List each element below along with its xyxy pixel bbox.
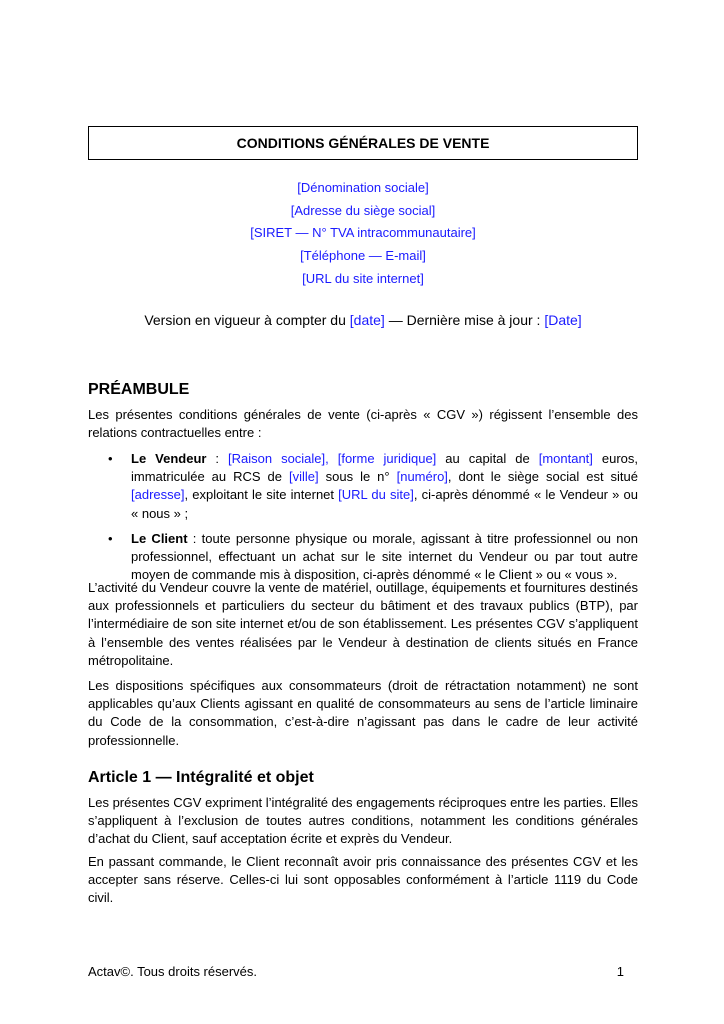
company-siret-placeholder: [SIRET — N° TVA intracommunautaire] [250,225,476,241]
bullet-icon: • [108,530,113,546]
list-item-seller: • Le Vendeur : [Raison sociale], [forme juridique] au capital de [montant] euros, immatriculée au RCS de [ville] sous le n° [numéro], dont le siège social est situé [adresse], exploitant le site internet [URL du site], ci-après dénommé « le Vendeur » ou « nous » ; [108,451,639,521]
document-title: CONDITIONS GÉNÉRALES DE VENTE [88,126,638,160]
company-placeholders [88,177,638,291]
preamble-heading: PRÉAMBULE [88,381,190,398]
company-address-placeholder: [Adresse du siège social] [290,202,436,218]
update-date-placeholder: [Date] [544,312,582,328]
preamble-intro: Les présentes conditions générales de vente (ci-après « CGV ») régissent l’ensemble des relations contractuelles entre : [88,407,638,441]
company-url-placeholder: [URL du site internet] [302,270,424,286]
version-line: Version en vigueur à compter du [date] — Dernière mise à jour : [Date] [144,312,582,328]
list-item-client: • Le Client : toute personne physique ou morale, agissant à titre professionnel ou non professionnel, effectuant un achat sur le site internet du Vendeur ou par tout autre moyen de commande mis à disposition, ci-après dénommé « le Client » ou « vous ». [108,530,638,583]
article-1-paragraph-1: Les présentes CGV expriment l’intégralité des engagements réciproques entre les parties. Elles s’appliquent à l’exclusion de toutes autres conditions, notamment les conditions générales d’achat du Client, sauf acceptation écrite et exprès du Vendeur. [88,795,638,847]
version-date-placeholder: [date] [349,312,385,328]
activity-paragraph: L’activité du Vendeur couvre la vente de matériel, outillage, équipements et fournitures destinés aux professionnels et particuliers du secteur du bâtiment et des travaux publics (BTP), par l’intermédiaire de son site internet et/ou de son établissement. Les présentes CGV s’appliquent à l’ensemble des ventes réalisées par le Vendeur à destination de clients situés en France métropolitaine. [88,580,638,668]
consumers-paragraph: Les dispositions spécifiques aux consommateurs (droit de rétractation notamment) ne sont applicables qu’aux Clients agissant en qualité de consommateurs au sens de l’article liminaire du Code de la consommation, c’est-à-dire n’agissant pas dans le cadre de leur activité professionnelle. [88,678,638,748]
article-1-heading: Article 1 — Intégralité et objet [88,769,314,786]
page-number: 1 [616,964,624,979]
company-contact-placeholder: [Téléphone — E-mail] [300,248,426,264]
parties-list [88,450,638,591]
company-name-placeholder: [Dénomination sociale] [297,180,429,195]
article-1-paragraph-2: En passant commande, le Client reconnaît avoir pris connaissance des présentes CGV et les accepter sans réserve. Celles-ci lui sont opposables conformément à l’article 1119 du Code civil. [88,854,638,906]
document-page [88,0,638,1024]
bullet-icon: • [108,451,113,466]
footer-copyright: Actav©. Tous droits réservés. [88,964,258,979]
